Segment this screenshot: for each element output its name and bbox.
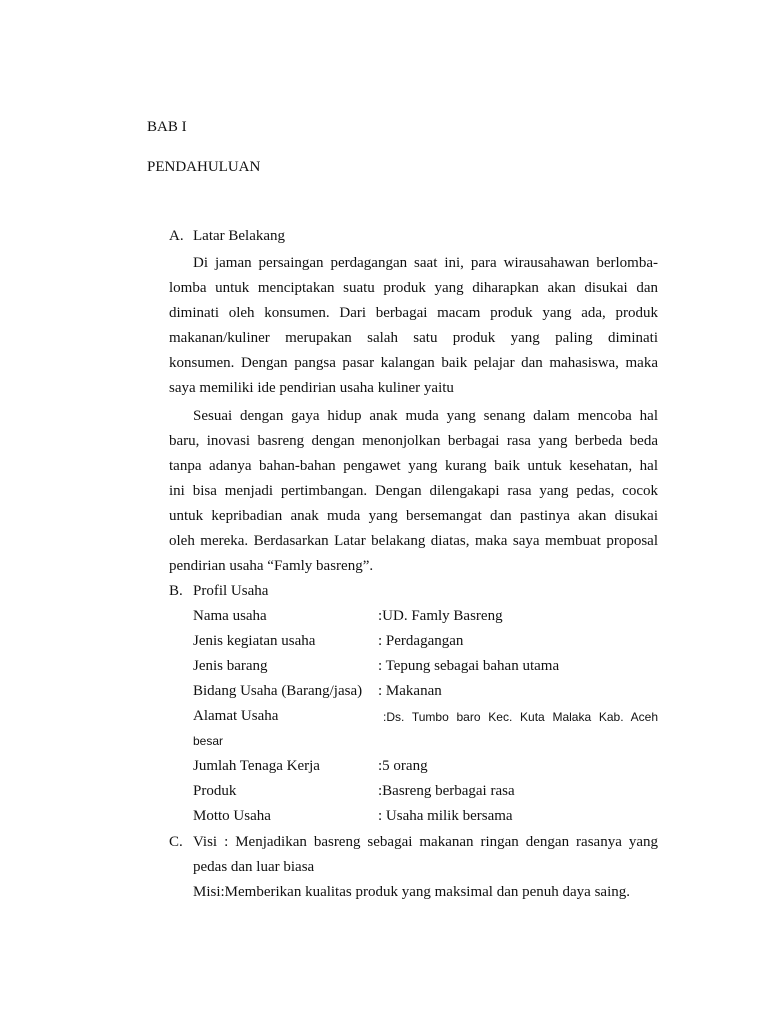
paragraph-line: oleh mereka. Berdasarkan Latar belakang diatas, maka saya membuat proposal xyxy=(169,533,658,549)
profile-value: : Makanan xyxy=(378,683,442,699)
section-a-title: Latar Belakang xyxy=(193,228,286,244)
visi-text: Visi : Menjadikan basreng sebagai makanan ringan dengan rasanya yang xyxy=(193,834,658,850)
profile-label: Nama usaha xyxy=(193,608,267,624)
profile-value: :5 orang xyxy=(378,758,428,774)
paragraph-line: tanpa adanya bahan-bahan pengawet yang kurang baik untuk kesehatan, hal xyxy=(169,458,658,474)
profile-label: Produk xyxy=(193,783,237,799)
chapter-title: PENDAHULUAN xyxy=(147,159,261,175)
profile-value: : Usaha milik bersama xyxy=(378,808,513,824)
profile-label: Motto Usaha xyxy=(193,808,271,824)
profile-value-continued: besar xyxy=(193,734,224,748)
paragraph-line: Sesuai dengan gaya hidup anak muda yang senang dalam mencoba hal xyxy=(193,408,658,424)
profile-label: Alamat Usaha xyxy=(193,708,279,724)
profile-value: :Ds. Tumbo baro Kec. Kuta Malaka Kab. Aceh xyxy=(383,710,658,724)
paragraph-line: diminati oleh konsumen. Dari berbagai macam produk yang ada, produk xyxy=(169,305,658,321)
paragraph-line: Di jaman persaingan perdagangan saat ini, para wirausahawan berlomba- xyxy=(193,255,658,271)
paragraph-line: baru, inovasi basreng dengan menonjolkan berbagai rasa yang berbeda beda xyxy=(169,433,658,449)
visi-text-continued: pedas dan luar biasa xyxy=(193,859,315,875)
misi-text: Misi:Memberikan kualitas produk yang maksimal dan penuh daya saing. xyxy=(193,884,630,900)
profile-label: Bidang Usaha (Barang/jasa) xyxy=(193,683,363,699)
paragraph-line: untuk kepribadian anak muda yang bersemangat dan pastinya akan disukai xyxy=(169,508,658,524)
profile-label: Jenis barang xyxy=(193,658,268,674)
profile-value: :UD. Famly Basreng xyxy=(378,608,503,624)
profile-value: :Basreng berbagai rasa xyxy=(378,783,515,799)
profile-value: : Perdagangan xyxy=(378,633,464,649)
paragraph-line: lomba untuk menciptakan suatu produk yang diharapkan akan disukai dan xyxy=(169,280,658,296)
section-b-title: Profil Usaha xyxy=(193,583,269,599)
paragraph-line: saya memiliki ide pendirian usaha kuliner yaitu xyxy=(169,380,454,396)
paragraph-line: konsumen. Dengan pangsa pasar kalangan baik pelajar dan mahasiswa, maka xyxy=(169,355,658,371)
profile-label: Jenis kegiatan usaha xyxy=(193,633,316,649)
chapter-number: BAB I xyxy=(147,119,187,135)
section-b-marker: B. xyxy=(169,583,183,599)
profile-value: : Tepung sebagai bahan utama xyxy=(378,658,560,674)
profile-label: Jumlah Tenaga Kerja xyxy=(193,758,320,774)
paragraph-line: makanan/kuliner merupakan salah satu produk yang paling diminati xyxy=(169,330,658,346)
section-a-marker: A. xyxy=(169,228,184,244)
paragraph-line: pendirian usaha “Famly basreng”. xyxy=(169,558,374,574)
section-c-marker: C. xyxy=(169,834,183,850)
paragraph-line: ini bisa menjadi pertimbangan. Dengan dilengakapi rasa yang pedas, cocok xyxy=(169,483,658,499)
